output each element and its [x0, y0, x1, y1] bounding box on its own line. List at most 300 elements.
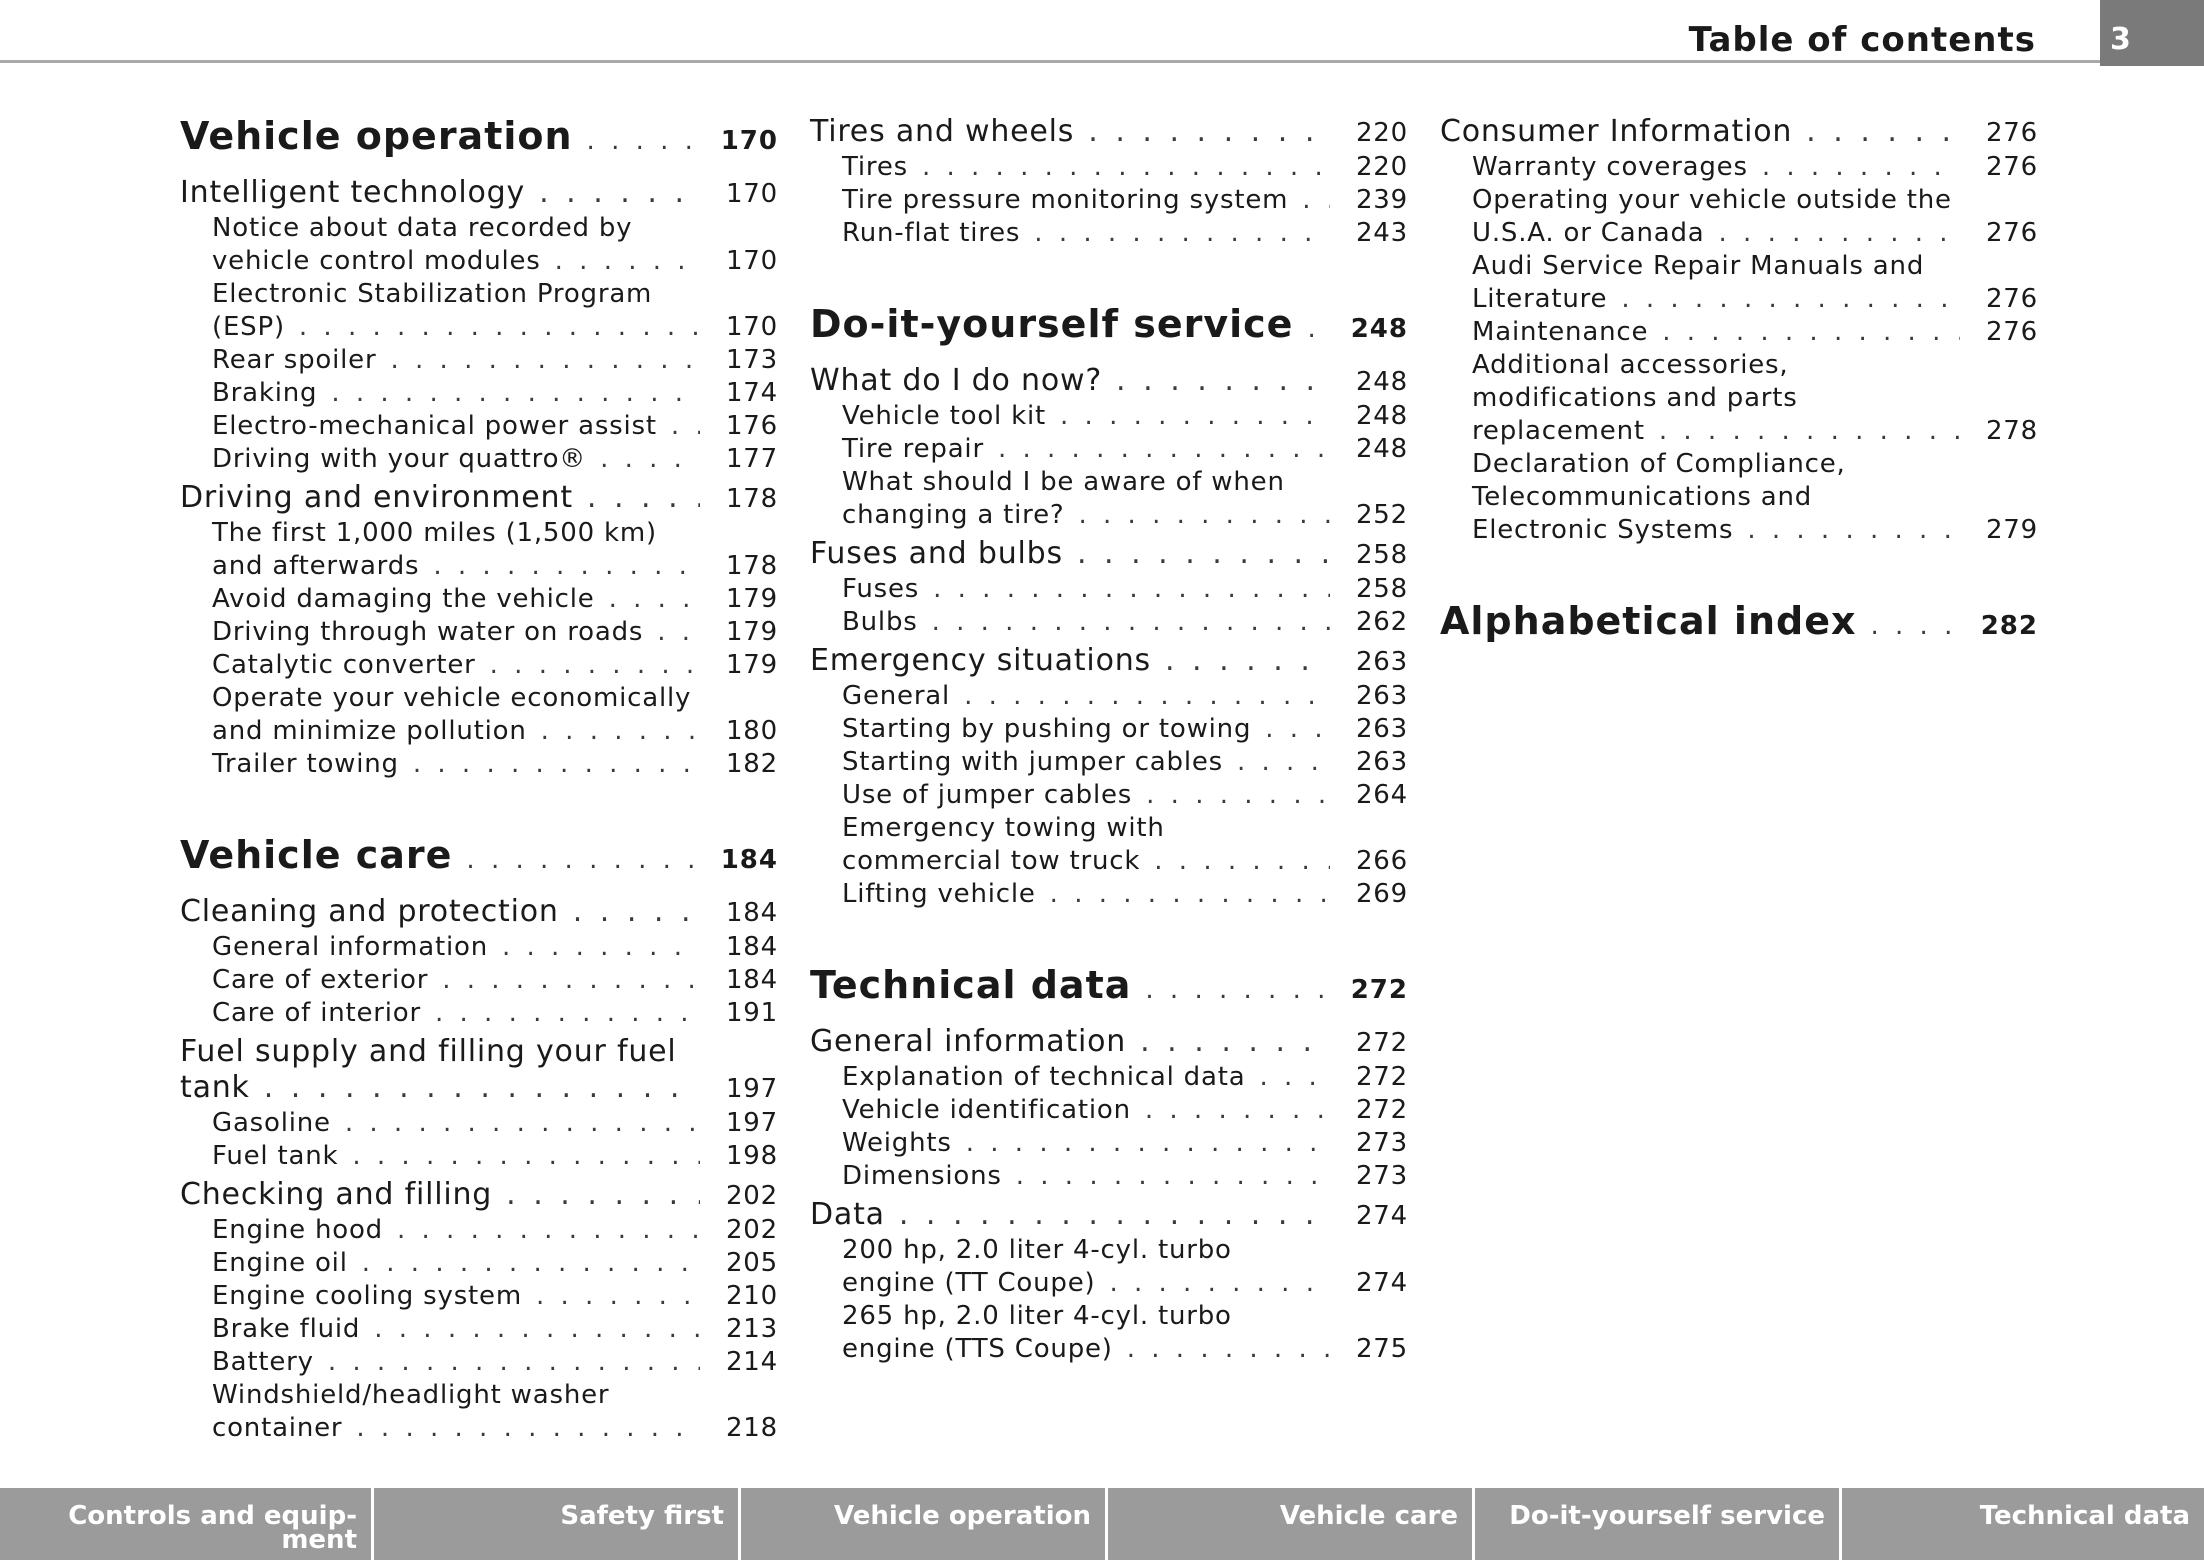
entry-title: Do-it-yourself service	[810, 302, 1294, 346]
entry-title: Battery	[212, 1347, 314, 1377]
entry-title: and minimize pollution	[212, 716, 527, 746]
entry-text-line: Telecommunications and	[1472, 482, 1813, 512]
entry-text-line: 265 hp, 2.0 liter 4-cyl. turbo	[842, 1301, 1232, 1331]
dot-leader	[1050, 878, 1330, 911]
dot-leader	[1145, 1094, 1330, 1127]
subsection-entry[interactable]	[180, 1247, 778, 1280]
subsection-entry[interactable]	[810, 1300, 1408, 1366]
page-reference: 179	[725, 584, 778, 614]
entry-last-line	[810, 298, 1408, 355]
page-reference: 272	[1355, 1062, 1408, 1092]
subsection-entry[interactable]	[810, 217, 1408, 250]
chapter-entry[interactable]	[810, 536, 1408, 573]
entry-title: Starting with jumper cables	[842, 747, 1223, 777]
page-reference: 248	[1355, 434, 1408, 464]
entry-title: General information	[212, 932, 488, 962]
subsection-entry[interactable]	[180, 583, 778, 616]
page-reference: 170	[725, 312, 778, 342]
dot-leader	[998, 433, 1330, 466]
subsection-entry[interactable]	[810, 1094, 1408, 1127]
entry-last-line	[842, 1160, 1408, 1193]
entry-last-line	[212, 748, 778, 781]
entry-title: Rear spoiler	[212, 345, 377, 375]
entry-title: and afterwards	[212, 551, 420, 581]
subsection-entry[interactable]	[810, 606, 1408, 639]
toc-column-3	[1440, 110, 2038, 700]
entry-title: Driving through water on roads	[212, 617, 644, 647]
entry-title: Tire pressure monitoring system	[842, 185, 1289, 215]
subsection-entry[interactable]	[810, 400, 1408, 433]
part-heading[interactable]	[180, 829, 778, 886]
chapter-entry[interactable]	[180, 894, 778, 931]
subsection-entry[interactable]	[180, 748, 778, 781]
toc-column-1	[180, 110, 778, 1493]
page-reference: 220	[1355, 152, 1408, 182]
tab-controls-and-equipment[interactable]	[0, 1488, 374, 1560]
entry-last-line	[1440, 114, 2038, 151]
entry-last-line	[842, 1061, 1408, 1094]
entry-last-line	[212, 1346, 778, 1379]
subsection-entry[interactable]	[180, 443, 778, 476]
entry-text-line: Fuel supply and filling your fuel	[180, 1034, 677, 1069]
page-reference: 252	[1355, 500, 1408, 530]
entry-last-line	[212, 311, 778, 344]
subsection-entry[interactable]	[810, 433, 1408, 466]
entry-title: Brake fluid	[212, 1314, 361, 1344]
dot-leader	[933, 573, 1330, 606]
entry-title: Lifting vehicle	[842, 879, 1036, 909]
entry-last-line	[842, 1267, 1408, 1300]
page-reference: 279	[1985, 515, 2038, 545]
entry-title: Starting by pushing or towing	[842, 714, 1252, 744]
entry-text-line: modifications and parts	[1472, 383, 1798, 413]
toc-section	[180, 829, 778, 1445]
dot-leader	[1302, 184, 1330, 217]
entry-last-line	[810, 1197, 1408, 1234]
entry-title: Maintenance	[1472, 317, 1649, 347]
dot-leader	[328, 1346, 700, 1379]
entry-title: Engine cooling system	[212, 1281, 522, 1311]
entry-title: Consumer Information	[1440, 114, 1793, 149]
subsection-entry[interactable]	[180, 1140, 778, 1173]
dot-leader	[502, 931, 700, 964]
subsection-entry[interactable]	[810, 1127, 1408, 1160]
subsection-entry[interactable]	[1440, 316, 2038, 349]
subsection-entry[interactable]	[810, 680, 1408, 713]
dot-leader	[1034, 217, 1330, 250]
subsection-entry[interactable]	[180, 616, 778, 649]
entry-title: Vehicle care	[180, 833, 453, 877]
dot-leader	[1165, 643, 1330, 679]
page-reference: 276	[1985, 284, 2038, 314]
entry-last-line	[1472, 151, 2038, 184]
dot-leader	[600, 443, 700, 476]
subsection-entry[interactable]	[180, 410, 778, 443]
tab-label-line2: ment	[281, 1525, 357, 1555]
entry-title: Braking	[212, 378, 318, 408]
tab-label: Controls and equip-	[68, 1501, 357, 1531]
entry-title: Fuel tank	[212, 1141, 339, 1171]
entry-title: Literature	[1472, 284, 1608, 314]
section-tab-bar	[0, 1488, 2204, 1560]
entry-last-line	[212, 616, 778, 649]
entry-title: Emergency situations	[810, 643, 1151, 678]
page-reference: 263	[1355, 681, 1408, 711]
dot-leader	[299, 311, 700, 344]
dot-leader	[390, 344, 700, 377]
subsection-entry[interactable]	[810, 779, 1408, 812]
subsection-entry[interactable]	[810, 1160, 1408, 1193]
dot-leader	[466, 834, 700, 886]
dot-leader	[541, 715, 700, 748]
dot-leader	[352, 1140, 700, 1173]
entry-last-line	[212, 1412, 778, 1445]
entry-last-line	[842, 400, 1408, 433]
subsection-entry[interactable]	[1440, 250, 2038, 316]
entry-last-line	[212, 964, 778, 997]
entry-title: Bulbs	[842, 607, 918, 637]
dot-leader	[331, 377, 700, 410]
page-reference: 184	[725, 932, 778, 962]
dot-leader	[1145, 964, 1330, 1016]
page-reference: 220	[1355, 118, 1408, 148]
entry-last-line	[212, 1107, 778, 1140]
entry-title: engine (TT Coupe)	[842, 1268, 1096, 1298]
entry-last-line	[212, 344, 778, 377]
entry-last-line	[212, 997, 778, 1030]
subsection-entry[interactable]	[1440, 184, 2038, 250]
toc-section	[1440, 595, 2038, 652]
page-reference: 170	[720, 126, 778, 156]
page-reference: 213	[725, 1314, 778, 1344]
dot-leader	[1116, 363, 1330, 399]
subsection-entry[interactable]	[180, 931, 778, 964]
entry-text-line: Declaration of Compliance,	[1472, 449, 1846, 479]
subsection-entry[interactable]	[1440, 151, 2038, 184]
subsection-entry[interactable]	[180, 212, 778, 278]
entry-last-line	[810, 363, 1408, 400]
chapter-entry[interactable]	[180, 1034, 778, 1107]
dot-leader	[555, 245, 700, 278]
dot-leader	[587, 480, 700, 516]
dot-leader	[1659, 415, 1960, 448]
subsection-entry[interactable]	[810, 1061, 1408, 1094]
entry-last-line	[212, 410, 778, 443]
entry-title: Gasoline	[212, 1108, 331, 1138]
toc-section	[1440, 114, 2038, 547]
dot-leader	[964, 680, 1330, 713]
subsection-entry[interactable]	[180, 964, 778, 997]
dot-leader	[1307, 303, 1330, 355]
subsection-entry[interactable]	[180, 278, 778, 344]
page-reference: 197	[725, 1108, 778, 1138]
entry-title: vehicle control modules	[212, 246, 541, 276]
page-reference: 264	[1355, 780, 1408, 810]
subsection-entry[interactable]	[180, 997, 778, 1030]
tab-do-it-yourself-service[interactable]	[1475, 1488, 1842, 1560]
entry-title: replacement	[1472, 416, 1645, 446]
dot-leader	[1109, 1267, 1330, 1300]
entry-last-line	[212, 550, 778, 583]
page-reference: 272	[1350, 975, 1408, 1005]
chapter-entry[interactable]	[180, 175, 778, 212]
part-heading[interactable]	[810, 298, 1408, 355]
dot-leader	[1079, 499, 1331, 532]
page-reference: 272	[1355, 1028, 1408, 1058]
subsection-entry[interactable]	[810, 878, 1408, 911]
subsection-entry[interactable]	[180, 649, 778, 682]
part-heading[interactable]	[180, 110, 778, 167]
part-heading[interactable]	[810, 959, 1408, 1016]
entry-last-line	[180, 175, 778, 212]
entry-title: container	[212, 1413, 343, 1443]
page-reference: 258	[1355, 574, 1408, 604]
entry-title: Electro-mechanical power assist	[212, 411, 657, 441]
chapter-entry[interactable]	[810, 1197, 1408, 1234]
subsection-entry[interactable]	[810, 151, 1408, 184]
entry-text-line: The first 1,000 miles (1,500 km)	[212, 518, 657, 548]
page-reference: 263	[1355, 647, 1408, 677]
dot-leader	[587, 115, 700, 167]
subsection-entry[interactable]	[180, 1107, 778, 1140]
page-reference: 178	[725, 551, 778, 581]
subsection-entry[interactable]	[810, 746, 1408, 779]
page-reference: 239	[1355, 185, 1408, 215]
page-reference: 262	[1355, 607, 1408, 637]
dot-leader	[433, 550, 700, 583]
page-reference: 178	[725, 484, 778, 514]
entry-last-line	[842, 1094, 1408, 1127]
chapter-entry[interactable]	[810, 1024, 1408, 1061]
dot-leader	[899, 1197, 1330, 1233]
tab-label: Do-it-yourself service	[1509, 1501, 1825, 1531]
entry-title: Alphabetical index	[1440, 599, 1857, 643]
dot-leader	[1077, 536, 1330, 572]
dot-leader	[413, 748, 700, 781]
entry-last-line	[212, 377, 778, 410]
page-reference: 198	[725, 1141, 778, 1171]
page-reference: 202	[725, 1215, 778, 1245]
entry-title: Vehicle identification	[842, 1095, 1131, 1125]
page-reference: 258	[1355, 540, 1408, 570]
entry-last-line	[180, 1070, 778, 1107]
subsection-entry[interactable]	[180, 344, 778, 377]
tab-label: Vehicle operation	[834, 1501, 1091, 1531]
page-reference: 205	[725, 1248, 778, 1278]
dot-leader	[374, 1313, 700, 1346]
tab-technical-data[interactable]	[1842, 1488, 2204, 1560]
entry-title: Cleaning and protection	[180, 894, 559, 929]
subsection-entry[interactable]	[810, 812, 1408, 878]
tab-safety-first[interactable]	[374, 1488, 741, 1560]
entry-last-line	[842, 680, 1408, 713]
page-reference: 218	[725, 1413, 778, 1443]
entry-text-line: Windshield/headlight washer	[212, 1380, 610, 1410]
subsection-entry[interactable]	[180, 517, 778, 583]
dot-leader	[1762, 151, 1960, 184]
toc-section	[810, 114, 1408, 250]
page-reference: 248	[1350, 314, 1408, 344]
page-reference: 184	[725, 965, 778, 995]
page-reference: 263	[1355, 747, 1408, 777]
subsection-entry[interactable]	[810, 713, 1408, 746]
entry-last-line	[842, 713, 1408, 746]
entry-last-line	[1472, 283, 2038, 316]
subsection-entry[interactable]	[180, 377, 778, 410]
subsection-entry[interactable]	[810, 466, 1408, 532]
tab-vehicle-operation[interactable]	[741, 1488, 1108, 1560]
subsection-entry[interactable]	[180, 1313, 778, 1346]
subsection-entry[interactable]	[180, 1214, 778, 1247]
page-reference: 191	[725, 998, 778, 1028]
entry-title: Run-flat tires	[842, 218, 1021, 248]
page-reference: 263	[1355, 714, 1408, 744]
entry-last-line	[180, 829, 778, 886]
entry-last-line	[842, 151, 1408, 184]
chapter-entry[interactable]	[810, 643, 1408, 680]
page-reference: 243	[1355, 218, 1408, 248]
subsection-entry[interactable]	[810, 1234, 1408, 1300]
entry-title: Dimensions	[842, 1161, 1002, 1191]
page-reference: 276	[1985, 218, 2038, 248]
entry-last-line	[180, 110, 778, 167]
page-reference: 174	[725, 378, 778, 408]
tab-label: Vehicle care	[1279, 1501, 1458, 1531]
entry-title: Explanation of technical data	[842, 1062, 1246, 1092]
entry-title: Trailer towing	[212, 749, 399, 779]
entry-last-line	[810, 1024, 1408, 1061]
entry-title: Vehicle operation	[180, 114, 573, 158]
page-reference: 248	[1355, 401, 1408, 431]
page-reference: 202	[725, 1181, 778, 1211]
toc-section	[810, 959, 1408, 1366]
entry-last-line	[1472, 316, 2038, 349]
dot-leader	[1140, 1024, 1330, 1060]
dot-leader	[435, 997, 700, 1030]
dot-leader	[1747, 514, 1960, 547]
entry-last-line	[842, 1127, 1408, 1160]
dot-leader	[1621, 283, 1960, 316]
page-reference: 278	[1985, 416, 2038, 446]
entry-title: Weights	[842, 1128, 952, 1158]
entry-last-line	[842, 184, 1408, 217]
dot-leader	[1060, 400, 1330, 433]
entry-text-line: Operating your vehicle outside the	[1472, 185, 1952, 215]
entry-last-line	[212, 443, 778, 476]
page-number: 3	[2110, 22, 2131, 57]
entry-last-line	[212, 649, 778, 682]
chapter-entry[interactable]	[180, 480, 778, 517]
dot-leader	[506, 1177, 700, 1213]
entry-last-line	[810, 536, 1408, 573]
part-heading[interactable]	[1440, 595, 2038, 652]
dot-leader	[536, 1280, 700, 1313]
dot-leader	[966, 1127, 1330, 1160]
entry-title: U.S.A. or Canada	[1472, 218, 1705, 248]
dot-leader	[1259, 1061, 1330, 1094]
entry-title: Driving with your quattro®	[212, 444, 587, 474]
tab-label: Safety first	[560, 1501, 724, 1531]
entry-title: changing a tire?	[842, 500, 1065, 530]
entry-last-line	[842, 878, 1408, 911]
dot-leader	[397, 1214, 700, 1247]
entry-title: Engine hood	[212, 1215, 383, 1245]
dot-leader	[539, 175, 700, 211]
entry-title: What do I do now?	[810, 363, 1103, 398]
entry-title: Care of interior	[212, 998, 421, 1028]
entry-last-line	[842, 499, 1408, 532]
entry-title: commercial tow truck	[842, 846, 1141, 876]
entry-title: Data	[810, 1197, 885, 1232]
chapter-entry[interactable]	[810, 363, 1408, 400]
tab-vehicle-care[interactable]	[1108, 1488, 1475, 1560]
dot-leader	[671, 410, 700, 443]
subsection-entry[interactable]	[180, 682, 778, 748]
page-reference: 177	[725, 444, 778, 474]
page-reference: 173	[725, 345, 778, 375]
dot-leader	[345, 1107, 700, 1140]
subsection-entry[interactable]	[1440, 349, 2038, 448]
dot-leader	[573, 894, 700, 930]
dot-leader	[1237, 746, 1330, 779]
entry-last-line	[212, 1280, 778, 1313]
entry-title: engine (TTS Coupe)	[842, 1334, 1113, 1364]
entry-last-line	[842, 746, 1408, 779]
page-reference: 273	[1355, 1161, 1408, 1191]
dot-leader	[356, 1412, 700, 1445]
page-reference: 184	[725, 898, 778, 928]
subsection-entry[interactable]	[1440, 448, 2038, 547]
dot-leader	[1265, 713, 1330, 746]
dot-leader	[1146, 779, 1330, 812]
entry-text-line: What should I be aware of when	[842, 467, 1285, 497]
page-number-tab	[2100, 0, 2204, 66]
entry-title: (ESP)	[212, 312, 285, 342]
subsection-entry[interactable]	[810, 184, 1408, 217]
entry-last-line	[842, 1333, 1408, 1366]
entry-last-line	[842, 779, 1408, 812]
dot-leader	[657, 616, 700, 649]
entry-last-line	[842, 573, 1408, 606]
subsection-entry[interactable]	[180, 1280, 778, 1313]
entry-last-line	[212, 583, 778, 616]
toc-column-2	[810, 110, 1408, 1414]
entry-title: Technical data	[810, 963, 1132, 1007]
entry-title: Tires and wheels	[810, 114, 1075, 149]
dot-leader	[490, 649, 700, 682]
chapter-entry[interactable]	[180, 1177, 778, 1214]
dot-leader	[609, 583, 700, 616]
subsection-entry[interactable]	[810, 573, 1408, 606]
entry-title: Fuses	[842, 574, 920, 604]
subsection-entry[interactable]	[180, 1379, 778, 1445]
entry-title: General information	[810, 1024, 1127, 1059]
entry-title: General	[842, 681, 951, 711]
entry-title: Engine oil	[212, 1248, 348, 1278]
page-reference: 182	[725, 749, 778, 779]
entry-title: Intelligent technology	[180, 175, 526, 210]
subsection-entry[interactable]	[180, 1346, 778, 1379]
entry-last-line	[842, 606, 1408, 639]
chapter-entry[interactable]	[810, 114, 1408, 151]
page-reference: 282	[1980, 611, 2038, 641]
chapter-entry[interactable]	[1440, 114, 2038, 151]
entry-last-line	[212, 1247, 778, 1280]
dot-leader	[1154, 845, 1330, 878]
dot-leader	[1719, 217, 1960, 250]
entry-last-line	[1472, 415, 2038, 448]
entry-title: Fuses and bulbs	[810, 536, 1063, 571]
